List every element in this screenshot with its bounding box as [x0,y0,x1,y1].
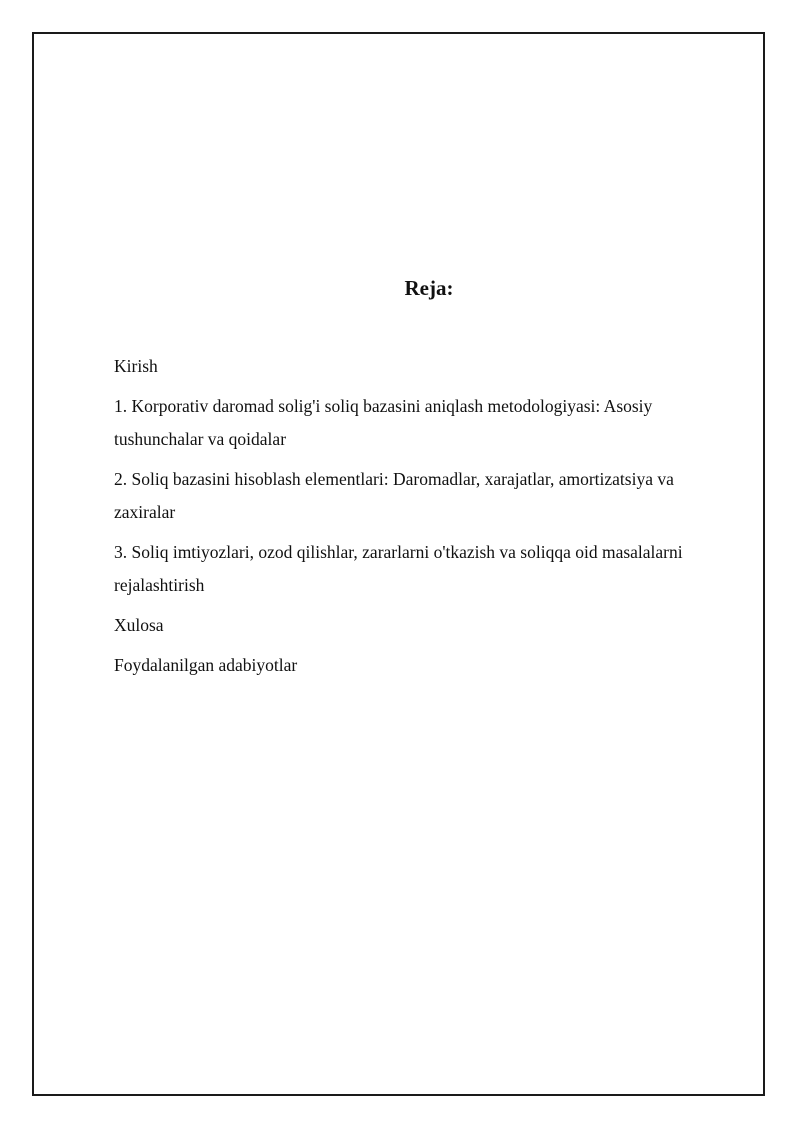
toc-item-chapter-1: 1. Korporativ daromad solig'i soliq bazasini aniqlash metodologiyasi: Asosiy tushunchalar va qoidalar [114,396,653,449]
toc-item-conclusion: Xulosa [114,615,164,635]
toc-item-references: Foydalanilgan adabiyotlar [114,655,298,675]
toc-item-chapter-2: 2. Soliq bazasini hisoblash elementlari: Daromadlar, xarajatlar, amortizatsiya va zaxiralar [114,469,674,522]
toc-item-introduction: Kirish [114,356,158,376]
page-title: Reja: [404,276,454,300]
table-of-contents [114,350,734,689]
toc-item-chapter-3: 3. Soliq imtiyozlari, ozod qilishlar, zararlarni o'tkazish va soliqqa oid masalalarni rejalashtirish [114,542,683,595]
